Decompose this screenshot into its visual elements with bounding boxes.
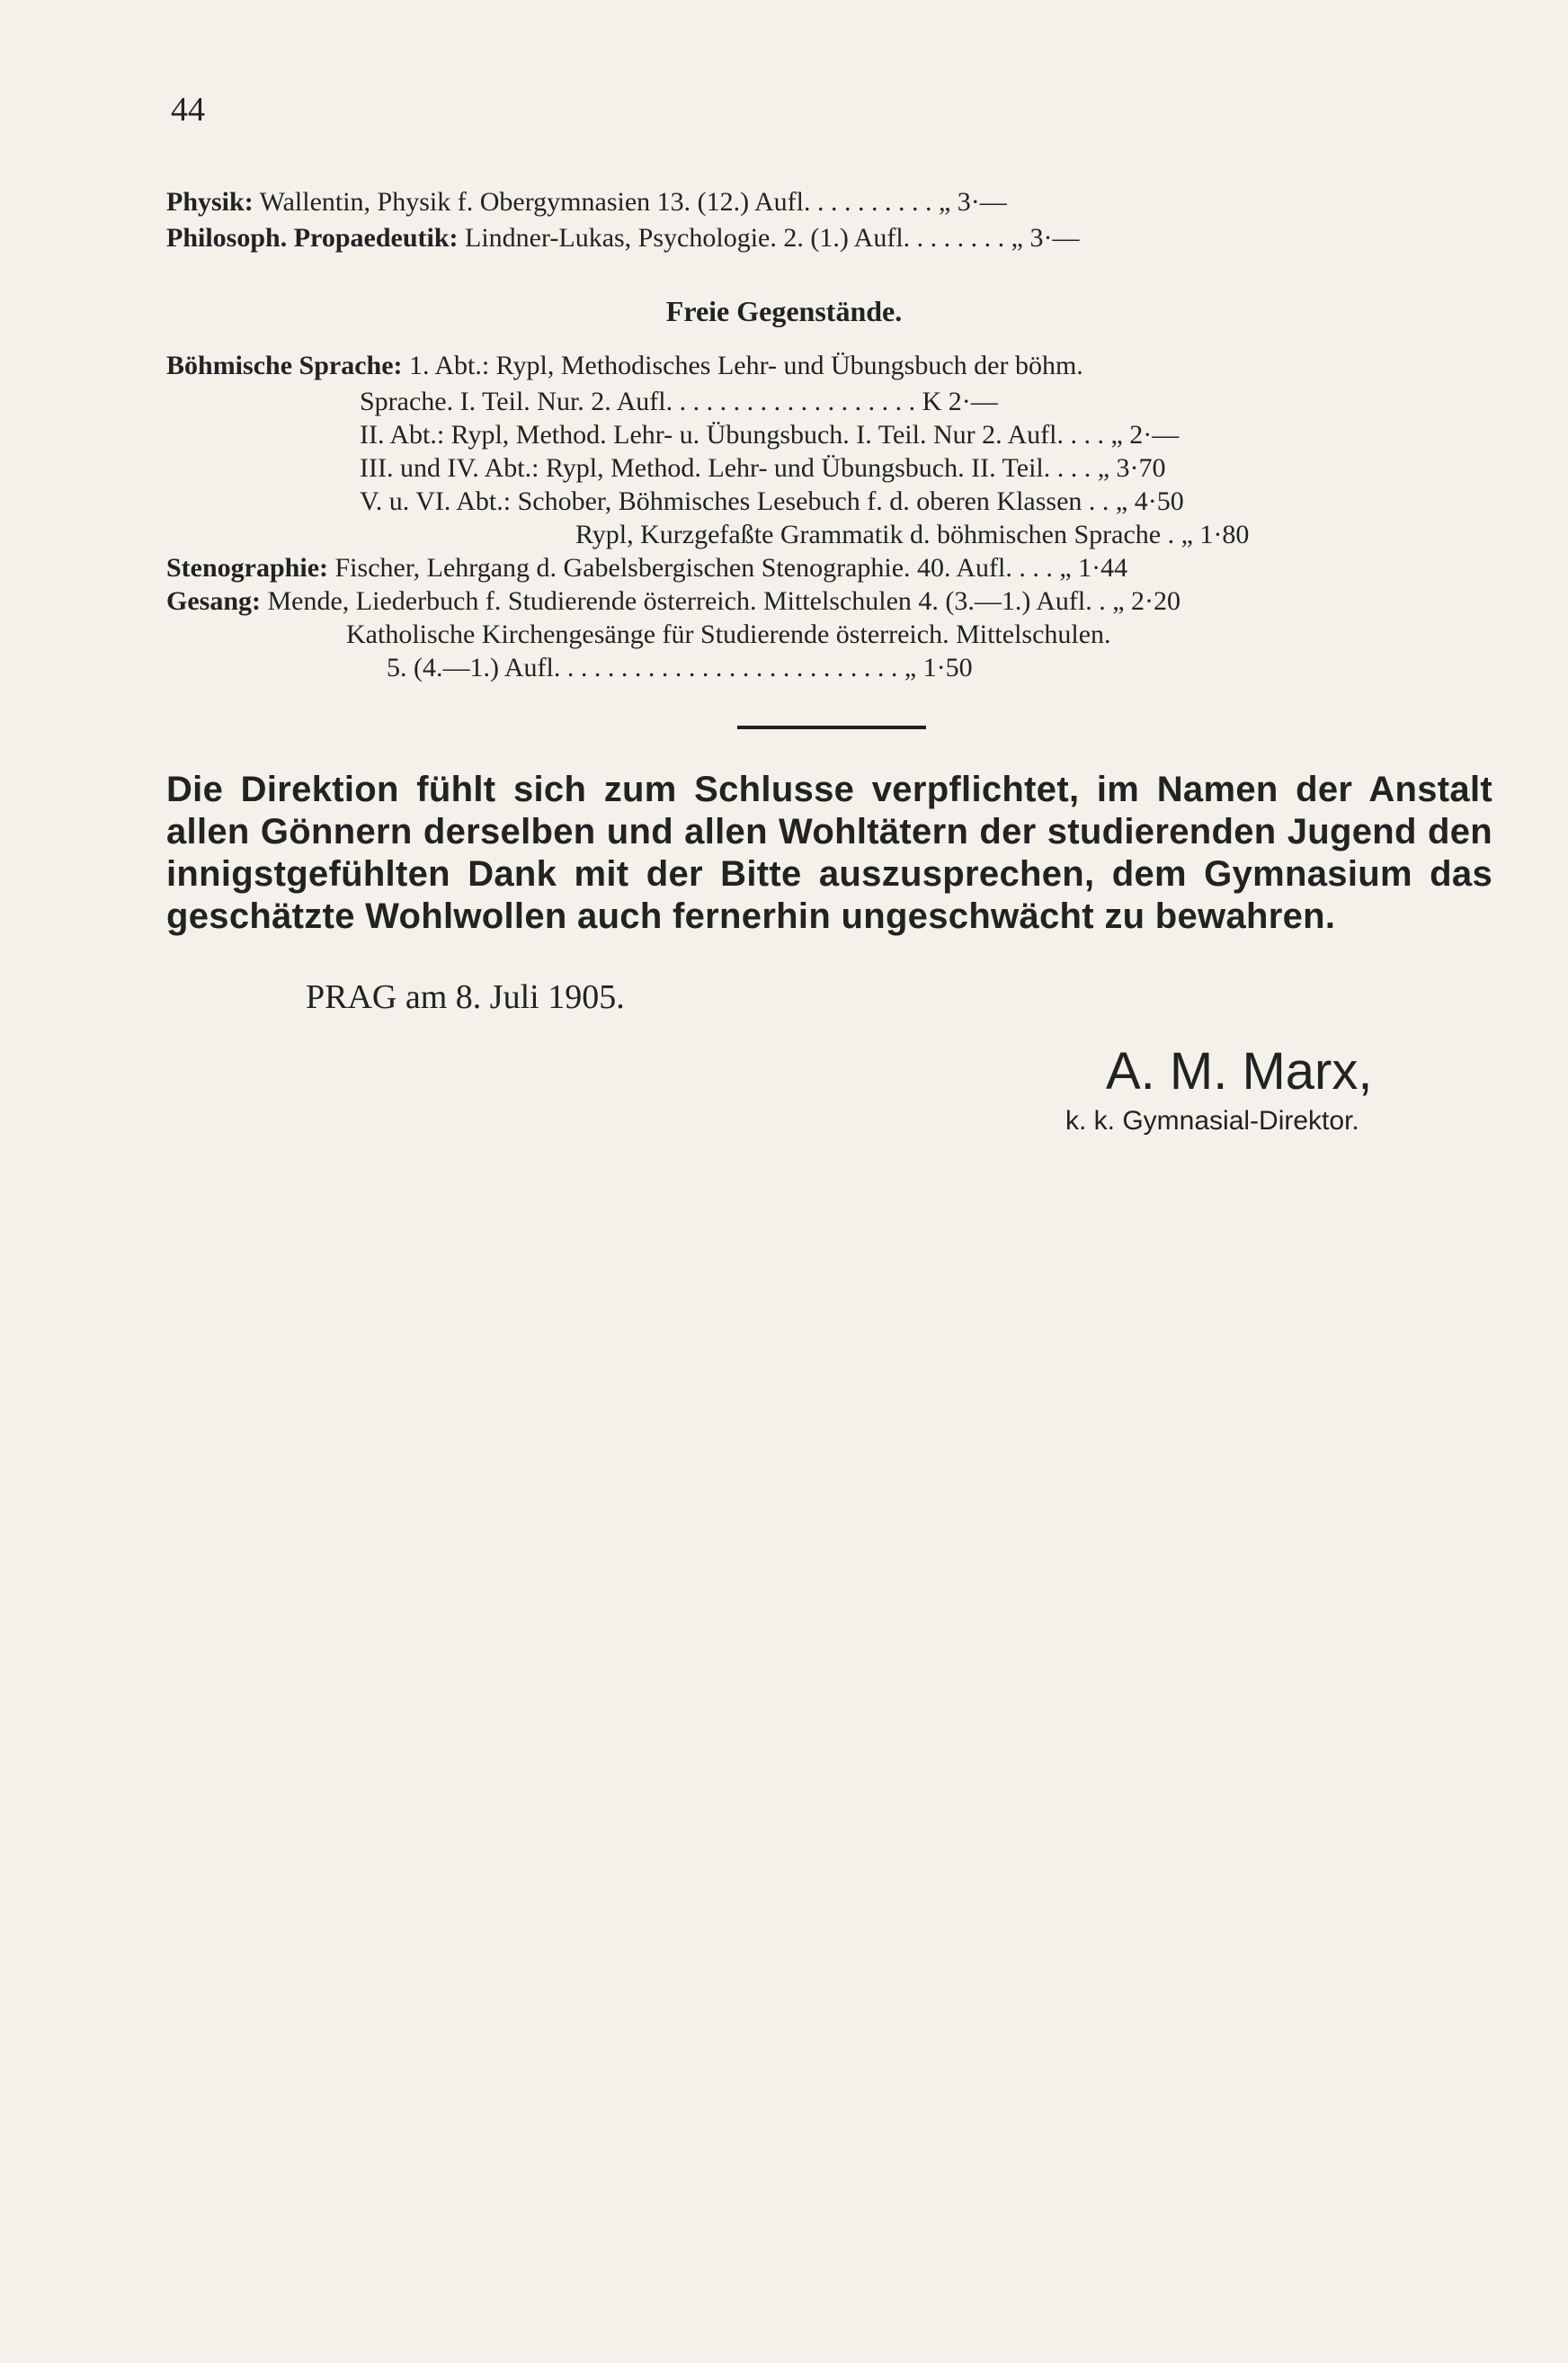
steno-label: Stenographie: (166, 553, 328, 583)
gesang-text: Mende, Liederbuch f. Studierende österreich. Mittelschulen 4. (3.—1.) Aufl. . „ 2·20 (267, 586, 1181, 616)
boehm-cont-1: Sprache. I. Teil. Nur. 2. Aufl. . . . . . . . . . . . . . . . . . . K 2·— (360, 387, 998, 416)
section-heading: Freie Gegenstände. (665, 295, 903, 327)
philosoph-text: Lindner-Lukas, Psychologie. 2. (1.) Aufl. . . . . . . . „ 3·— (465, 223, 1080, 253)
boehm-cont-4: V. u. VI. Abt.: Schober, Böhmisches Lesebuch f. d. oberen Klassen . . „ 4·50 (360, 486, 1184, 516)
signature-title: k. k. Gymnasial-Direktor. (1065, 1106, 1359, 1136)
place-date: PRAG am 8. Juli 1905. (306, 978, 625, 1016)
philosoph-label: Philosoph. Propaedeutik: (166, 223, 459, 253)
boehm-text: 1. Abt.: Rypl, Methodisches Lehr- und Übungsbuch der böhm. (409, 351, 1083, 380)
gesang-cont-2: 5. (4.—1.) Aufl. . . . . . . . . . . . . . . . . . . . . . . . . . „ 1·50 (387, 653, 973, 682)
gesang-line (166, 586, 1180, 617)
physik-label: Physik: (166, 187, 254, 217)
philosoph-line (166, 223, 1079, 254)
steno-text: Fischer, Lehrgang d. Gabelsbergischen Stenographie. 40. Aufl. . . . „ 1·44 (334, 553, 1128, 583)
gesang-cont-1: Katholische Kirchengesänge für Studierende österreich. Mittelschulen. (346, 620, 1111, 649)
boehm-line (166, 351, 1083, 381)
gesang-label: Gesang: (166, 586, 261, 616)
physik-text: Wallentin, Physik f. Obergymnasien 13. (12.) Aufl. . . . . . . . . . „ 3·— (259, 187, 1007, 217)
closing-paragraph: Die Direktion fühlt sich zum Schlusse verpflichtet, im Namen der Anstalt allen Gönnern derselben und allen Wohltätern der studierenden Jugend den innigstgefühlten Dank mit der Bitte auszusprechen, dem Gymnasium das geschätzte Wohlwollen auch fernerhin ungeschwächt zu bewahren. (166, 770, 1492, 936)
page-number: 44 (171, 91, 205, 129)
boehm-cont-2: II. Abt.: Rypl, Method. Lehr- u. Übungsbuch. I. Teil. Nur 2. Aufl. . . . „ 2·— (360, 420, 1180, 450)
signature-name: A. M. Marx, (1106, 1042, 1373, 1101)
boehm-cont-5: Rypl, Kurzgefaßte Grammatik d. böhmischen Sprache . „ 1·80 (575, 520, 1250, 549)
boehm-cont-3: III. und IV. Abt.: Rypl, Method. Lehr- und Übungsbuch. II. Teil. . . . „ 3·70 (360, 453, 1166, 483)
separator-rule (737, 726, 926, 729)
boehm-label: Böhmische Sprache: (166, 351, 403, 380)
physik-line (166, 187, 1007, 218)
steno-line (166, 553, 1127, 584)
